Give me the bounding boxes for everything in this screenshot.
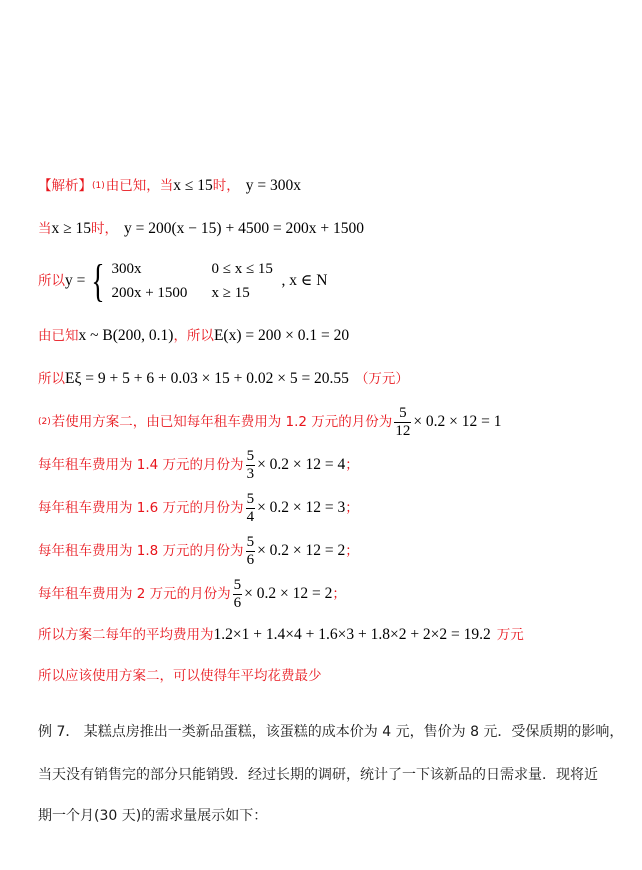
line-5-unit: （万元） — [354, 371, 409, 387]
step-2-marker: (2) — [38, 417, 51, 427]
analysis-line-11 — [38, 625, 524, 645]
line-7-end: ； — [345, 457, 359, 473]
example-line-1: 例 7． 某糕点房推出一类新品蛋糕，该蛋糕的成本价为 4 元，售价为 8 元．受保质期的影响， — [38, 724, 624, 740]
line-10-math: × 0.2 × 12 = 2 — [244, 585, 333, 602]
line-3-tail: , x ∈ N — [281, 272, 328, 289]
line-6-math: × 0.2 × 12 = 1 — [413, 413, 502, 430]
analysis-line-7 — [38, 447, 359, 483]
line-7-fraction — [246, 448, 256, 483]
fraction-denominator: 6 — [233, 594, 242, 611]
line-2-math: x ≥ 15 — [51, 220, 92, 237]
piecewise-function — [111, 259, 281, 303]
line-11-math: 1.2×1 + 1.4×4 + 1.6×3 + 1.8×2 + 2×2 = 19.2 — [213, 626, 491, 643]
example-line-2: 当天没有销售完的部分只能销毁．经过长期的调研，统计了一下该新品的日需求量．现将近 — [38, 767, 598, 783]
line-4-math: x ~ B(200, 0.1) — [78, 327, 174, 344]
line-4-math2: E(x) = 200 × 0.1 = 20 — [213, 327, 350, 344]
line-6-fraction — [394, 405, 411, 440]
line-1-math2: y = 300x — [245, 177, 302, 194]
example-line-3: 期一个月(30 天)的需求量展示如下： — [38, 808, 268, 824]
piece-row-2-right: x ≥ 15 — [211, 285, 250, 301]
line-2-math2: y = 200(x − 15) + 4500 = 200x + 1500 — [124, 220, 365, 237]
piece-row-1-left: 300x — [111, 261, 142, 277]
line-2-text2: 时， — [91, 221, 119, 237]
analysis-line-5 — [38, 369, 409, 389]
fraction-numerator: 5 — [246, 533, 255, 550]
left-brace-icon: { — [91, 255, 106, 306]
fraction-numerator: 5 — [246, 490, 255, 507]
analysis-line-2 — [38, 219, 364, 239]
analysis-line-9 — [38, 533, 359, 569]
analysis-line-6 — [38, 404, 502, 440]
analysis-line-1 — [38, 176, 301, 196]
line-8-math: × 0.2 × 12 = 3 — [257, 499, 346, 516]
line-3-y: y = — [65, 272, 86, 289]
line-6-text: 若使用方案二，由已知每年租车费用为 1.2 万元的月份为 — [51, 414, 393, 430]
line-9-text: 每年租车费用为 1.8 万元的月份为 — [38, 543, 244, 559]
fraction-numerator: 5 — [233, 576, 242, 593]
line-10-fraction — [233, 577, 243, 612]
line-9-fraction — [246, 534, 256, 569]
step-1-marker: (1) — [92, 181, 105, 191]
line-5-math: Eξ = 9 + 5 + 6 + 0.03 × 15 + 0.02 × 5 = 20.55 — [65, 370, 349, 387]
line-10-end: ； — [332, 586, 346, 602]
analysis-line-12 — [38, 666, 322, 686]
line-12-text: 所以应该使用方案二，可以使得年平均花费最少 — [38, 668, 322, 684]
piece-row-1-right: 0 ≤ x ≤ 15 — [211, 261, 273, 277]
line-8-fraction — [246, 491, 256, 526]
analysis-line-10 — [38, 576, 346, 612]
line-9-end: ； — [345, 543, 359, 559]
line-10-text: 每年租车费用为 2 万元的月份为 — [38, 586, 231, 602]
line-1-text2: 时， — [212, 178, 240, 194]
fraction-denominator: 12 — [395, 422, 411, 439]
analysis-tag: 【解析】 — [38, 178, 92, 194]
analysis-line-3 — [38, 255, 328, 306]
fraction-numerator: 5 — [399, 404, 407, 421]
example-para-3 — [38, 806, 267, 826]
line-7-text: 每年租车费用为 1.4 万元的月份为 — [38, 457, 244, 473]
line-8-end: ； — [345, 500, 359, 516]
piece-row-2-left: 200x + 1500 — [111, 285, 188, 301]
line-1-math: x ≤ 15 — [173, 177, 213, 194]
fraction-denominator: 3 — [246, 465, 255, 482]
line-11-unit: 万元 — [496, 627, 524, 643]
example-para-2 — [38, 765, 598, 785]
fraction-numerator: 5 — [246, 447, 255, 464]
line-1-text: 由已知，当 — [105, 178, 174, 194]
line-2-text: 当 — [38, 221, 52, 237]
line-11-text: 所以方案二每年的平均费用为 — [38, 627, 214, 643]
line-8-text: 每年租车费用为 1.6 万元的月份为 — [38, 500, 244, 516]
example-para-1 — [38, 722, 623, 742]
line-9-math: × 0.2 × 12 = 2 — [257, 542, 346, 559]
fraction-denominator: 4 — [246, 508, 255, 525]
line-4-text: 由已知 — [38, 328, 79, 344]
line-7-math: × 0.2 × 12 = 4 — [257, 456, 346, 473]
analysis-line-8 — [38, 490, 359, 526]
fraction-denominator: 6 — [246, 551, 255, 568]
line-5-text: 所以 — [38, 371, 65, 387]
line-4-text2: ，所以 — [173, 328, 214, 344]
line-3-text: 所以 — [38, 273, 65, 289]
analysis-line-4 — [38, 326, 349, 346]
